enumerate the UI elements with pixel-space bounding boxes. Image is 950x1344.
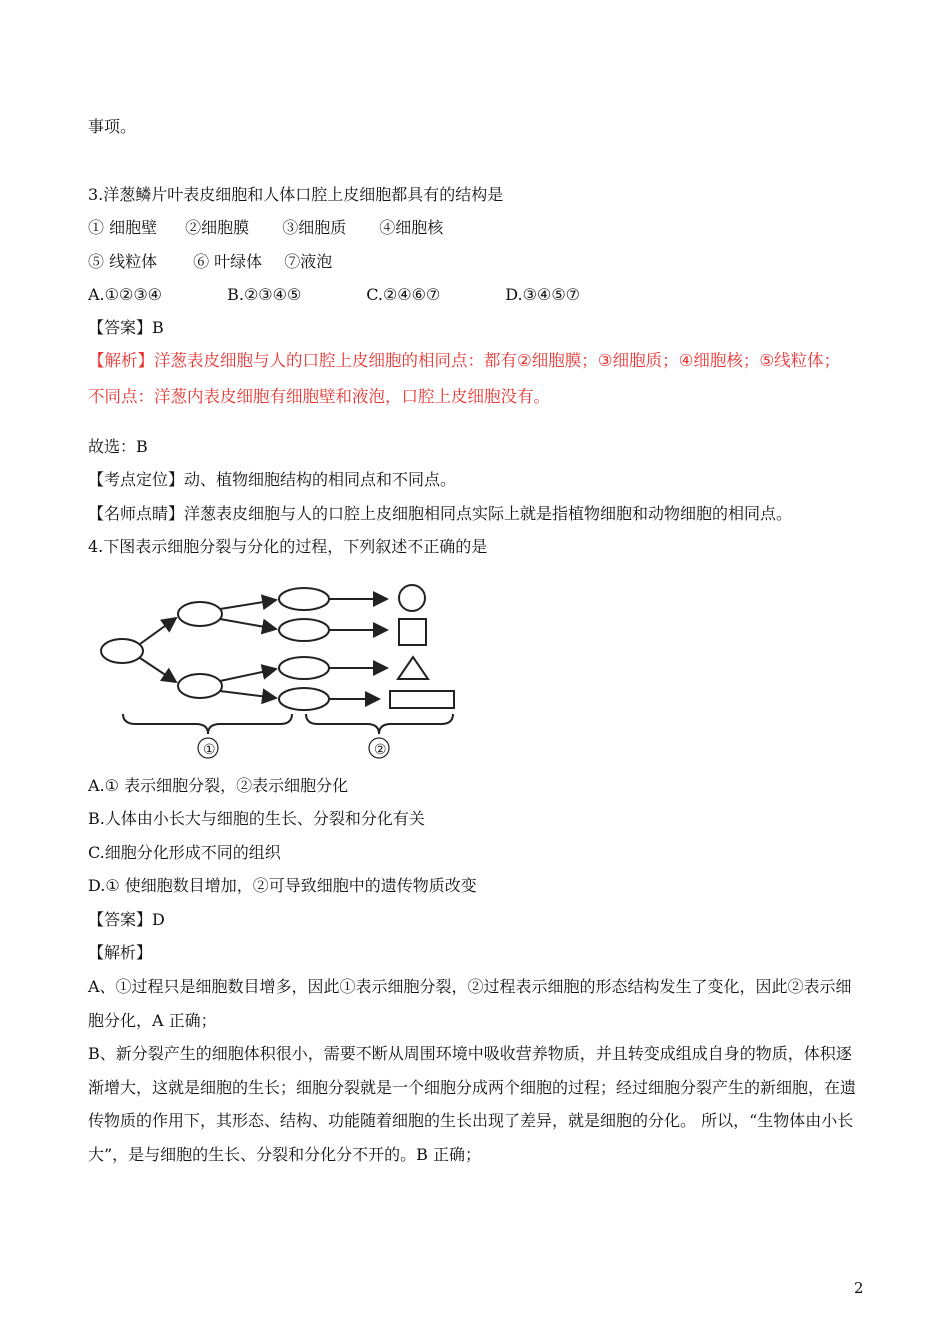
parent-cell — [101, 639, 143, 663]
q3-item: ④细胞核 — [379, 218, 444, 237]
q4-analysis-label: 【解析】 — [88, 943, 153, 962]
daughter-cell — [178, 674, 222, 698]
q3-item: ① 细胞壁 — [88, 218, 158, 237]
triangle-shape-cell — [398, 657, 428, 679]
q3-choice-b: B.②③④⑤ — [227, 285, 302, 304]
q3-choice-a: A.①②③④ — [88, 285, 163, 304]
q3-choice-c: C.②④⑥⑦ — [366, 285, 441, 304]
q3-mingshi: 【名师点睛】洋葱表皮细胞与人的口腔上皮细胞相同点实际上就是指植物细胞和动物细胞的相同点。 — [88, 504, 793, 523]
arrow — [220, 600, 276, 609]
q4-option-d: D.① 使细胞数目增加，②可导致细胞中的遗传物质改变 — [88, 876, 477, 895]
q3-item: ⑥ 叶绿体 — [193, 252, 263, 271]
q3-choice-d: D.③④⑤⑦ — [505, 285, 580, 304]
arrow — [140, 618, 176, 644]
q3-item: ⑦液泡 — [284, 252, 333, 271]
daughter-cell — [178, 602, 222, 626]
q4-analysis-a: A、①过程只是细胞数目增多，因此①表示细胞分裂，②过程表示细胞的形态结构发生了变化，因此②表示细胞分化，A 正确； — [88, 977, 852, 1030]
arrow — [220, 619, 276, 629]
q3-items-row2 — [88, 251, 332, 273]
q3-item: ⑤ 线粒体 — [88, 252, 158, 271]
q4-stem: 4.下图表示细胞分裂与分化的过程，下列叙述不正确的是 — [88, 537, 488, 556]
q3-analysis-line1: 【解析】洋葱表皮细胞与人的口腔上皮细胞的相同点：都有②细胞膜；③细胞质；④细胞核；⑤线粒体； — [88, 351, 841, 370]
figure-label-1: ① — [203, 742, 216, 758]
page-number: 2 — [854, 1279, 864, 1297]
arrow — [220, 691, 276, 698]
brace-1 — [123, 714, 292, 734]
q3-item: ③细胞质 — [282, 218, 347, 237]
q3-item: ②细胞膜 — [185, 218, 250, 237]
grand-daughter-cell — [279, 688, 329, 710]
q4-option-b: B.人体由小长大与细胞的生长、分裂和分化有关 — [88, 809, 425, 828]
q3-answer: 【答案】B — [88, 318, 164, 337]
q3-analysis-line2: 不同点：洋葱内表皮细胞有细胞壁和液泡，口腔上皮细胞没有。 — [88, 387, 550, 406]
q3-kaodian: 【考点定位】动、植物细胞结构的相同点和不同点。 — [88, 470, 457, 489]
q3-items-row1 — [88, 217, 443, 239]
q3-selection: 故选：B — [88, 437, 148, 456]
cell-division-differentiation-diagram — [96, 574, 466, 770]
rectangle-shape-cell — [390, 691, 454, 708]
grand-daughter-cell — [279, 657, 329, 679]
grand-daughter-cell — [279, 588, 329, 610]
square-shape-cell — [399, 619, 426, 645]
q3-choices — [88, 284, 580, 306]
figure-label-2: ② — [374, 742, 387, 758]
q3-stem: 3.洋葱鳞片叶表皮细胞和人体口腔上皮细胞都具有的结构是 — [88, 185, 504, 204]
arrow — [140, 658, 176, 682]
q4-option-c: C.细胞分化形成不同的组织 — [88, 843, 281, 862]
continued-text: 事项。 — [88, 117, 137, 136]
circle-shape-cell — [399, 585, 425, 611]
arrow — [220, 669, 276, 681]
brace-2 — [306, 714, 453, 734]
q4-answer: 【答案】D — [88, 910, 165, 929]
grand-daughter-cell — [279, 619, 329, 641]
q4-option-a: A.① 表示细胞分裂，②表示细胞分化 — [88, 776, 349, 795]
q4-analysis-b: B、新分裂产生的细胞体积很小，需要不断从周围环境中吸收营养物质，并且转变成组成自身的物质，体积逐渐增大，这就是细胞的生长；细胞分裂就是一个细胞分成两个细胞的过程；经过细胞分裂产生的新细胞，在遗传物质的作用下，其形态、结构、功能随着细胞的生长出现了差异，就是细胞的分化。 所以，“生物体由小长大”，是与细胞的生长、分裂和分化分不开的。B 正确； — [88, 1044, 857, 1164]
